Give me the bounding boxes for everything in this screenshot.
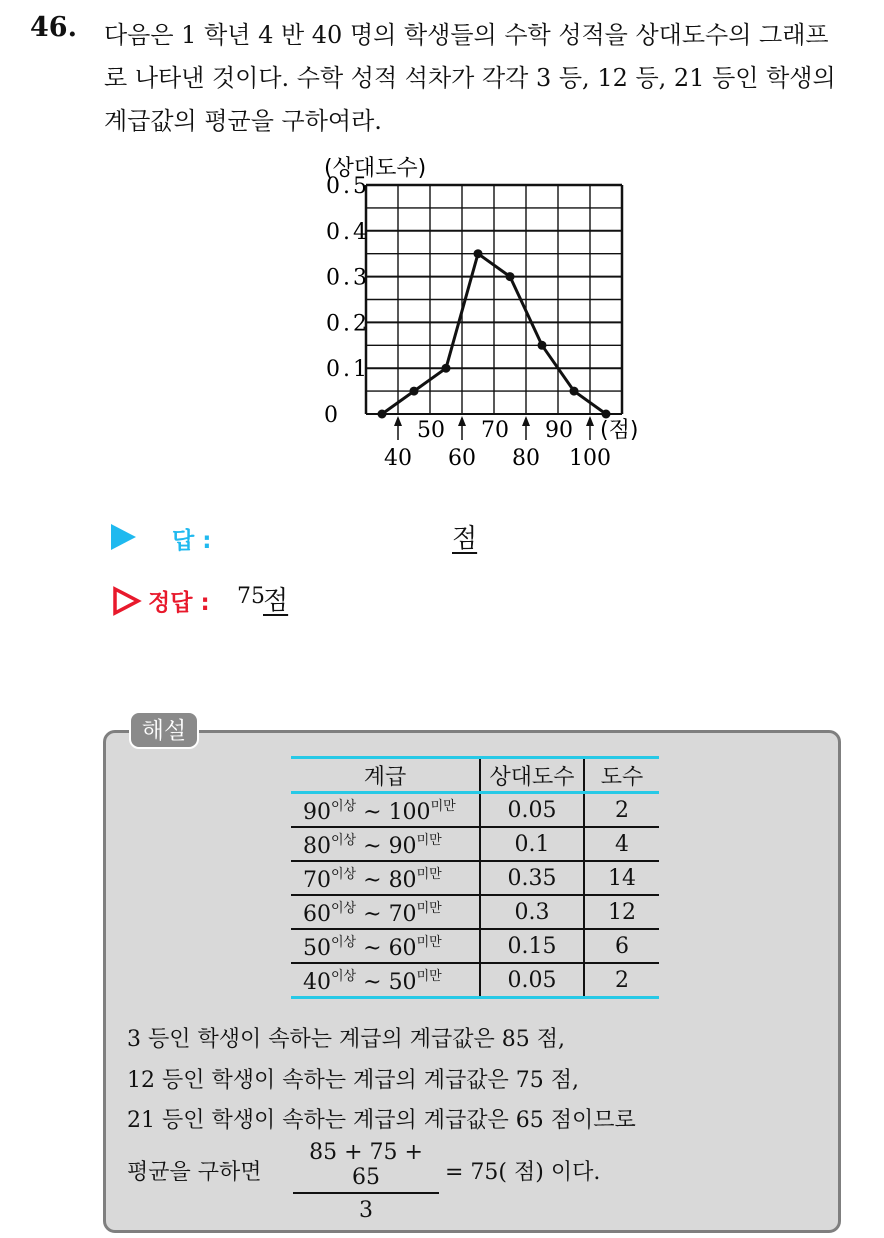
x-tick-arrowhead — [522, 416, 530, 426]
x-tick-label: 40 — [384, 446, 412, 471]
data-point — [410, 387, 419, 396]
header-frequency: 도수 — [584, 758, 659, 793]
class-sep: ~ — [363, 834, 382, 859]
y-tick-label: 0.1 — [326, 357, 370, 383]
class-lower-sup: 이상 — [331, 901, 357, 916]
answer-unit: 점 — [452, 524, 478, 554]
correct-answer-value: 75 — [237, 584, 265, 609]
class-lower: 40 — [303, 970, 331, 995]
explanation-tag: 해설 — [129, 711, 199, 749]
table-row — [291, 827, 659, 861]
class-upper-sup: 미만 — [416, 969, 442, 984]
relative-frequency-cell: 0.3 — [480, 895, 584, 929]
class-lower-sup: 이상 — [331, 833, 357, 848]
data-point — [442, 364, 451, 373]
data-point — [570, 387, 579, 396]
class-cell — [291, 895, 480, 929]
class-sep: ~ — [363, 800, 382, 825]
solution-line: 12 등인 학생이 속하는 계급의 계급값은 75 점, — [127, 1068, 579, 1093]
class-lower: 70 — [303, 868, 331, 893]
class-upper: 90 — [388, 834, 417, 859]
class-sep: ~ — [363, 970, 382, 995]
y-tick-label: 0.4 — [326, 219, 370, 245]
x-tick-arrowhead — [394, 416, 402, 426]
table-row — [291, 793, 659, 828]
x-axis-title: (점) — [600, 418, 639, 443]
header-class: 계급 — [291, 758, 480, 793]
y-tick-label: 0.2 — [326, 311, 370, 337]
frequency-table — [291, 756, 659, 999]
table-row — [291, 929, 659, 963]
y-tick-label: 0.5 — [326, 174, 370, 199]
correct-answer-label: 정답 : — [148, 590, 210, 616]
x-tick-arrowhead — [458, 416, 466, 426]
y-tick-label: 0 — [324, 403, 341, 428]
class-lower: 90 — [303, 800, 331, 825]
solution-final-prefix: 평균을 구하면 — [127, 1160, 262, 1185]
class-upper: 70 — [388, 902, 417, 927]
table-row — [291, 895, 659, 929]
relative-frequency-cell: 0.35 — [480, 861, 584, 895]
class-lower-sup: 이상 — [331, 799, 357, 814]
class-cell — [291, 827, 480, 861]
header-relative-frequency: 상대도수 — [480, 758, 584, 793]
data-point — [602, 410, 611, 419]
x-tick-label: 60 — [448, 446, 476, 471]
x-tick-label: 70 — [481, 418, 509, 443]
table-row — [291, 861, 659, 895]
class-upper: 100 — [388, 800, 431, 825]
table-row — [291, 963, 659, 998]
x-axis-labels — [384, 416, 638, 471]
class-upper-sup: 미만 — [416, 867, 442, 882]
class-upper-sup: 미만 — [416, 901, 442, 916]
class-lower-sup: 이상 — [331, 935, 357, 950]
frequency-cell: 12 — [584, 895, 659, 929]
question-text — [104, 14, 874, 143]
question-line: 다음은 1 학년 4 반 40 명의 학생들의 수학 성적을 상대도수의 그래프 — [104, 21, 829, 49]
class-cell — [291, 861, 480, 895]
chart-grid — [366, 185, 622, 414]
class-upper: 60 — [388, 936, 417, 961]
x-tick-label: 100 — [569, 446, 611, 471]
correct-arrow-icon — [112, 586, 142, 616]
class-sep: ~ — [363, 936, 382, 961]
relative-frequency-cell: 0.1 — [480, 827, 584, 861]
solution-line: 3 등인 학생이 속하는 계급의 계급값은 85 점, — [127, 1027, 565, 1052]
class-upper-sup: 미만 — [416, 935, 442, 950]
frequency-cell: 6 — [584, 929, 659, 963]
solution-line: 21 등인 학생이 속하는 계급의 계급값은 65 점이므로 — [127, 1108, 636, 1133]
x-tick-label: 90 — [545, 418, 573, 443]
class-lower: 60 — [303, 902, 331, 927]
class-lower-sup: 이상 — [331, 969, 357, 984]
class-upper-sup: 미만 — [416, 833, 442, 848]
data-point — [506, 272, 515, 281]
class-lower: 50 — [303, 936, 331, 961]
frequency-cell: 4 — [584, 827, 659, 861]
data-point — [538, 341, 547, 350]
correct-answer-unit: 점 — [263, 586, 289, 616]
relative-frequency-cell: 0.05 — [480, 963, 584, 998]
class-cell — [291, 793, 480, 828]
class-sep: ~ — [363, 868, 382, 893]
fraction-denominator: 3 — [359, 1198, 373, 1223]
question-line: 계급값의 평균을 구하여라. — [104, 107, 382, 135]
class-upper: 50 — [388, 970, 417, 995]
relative-frequency-cell: 0.05 — [480, 793, 584, 828]
x-tick-label: 80 — [512, 446, 540, 471]
class-sep: ~ — [363, 902, 382, 927]
relative-frequency-cell: 0.15 — [480, 929, 584, 963]
class-lower: 80 — [303, 834, 331, 859]
class-upper-sup: 미만 — [430, 799, 456, 814]
frequency-cell: 14 — [584, 861, 659, 895]
question-number: 46. — [30, 12, 77, 43]
relative-frequency-chart — [310, 150, 650, 475]
question-line: 로 나타낸 것이다. 수학 성적 석차가 각각 3 등, 12 등, 21 등인 학생의 — [104, 64, 836, 92]
data-point — [378, 410, 387, 419]
x-tick-label: 50 — [417, 418, 445, 443]
class-upper: 80 — [388, 868, 417, 893]
class-cell — [291, 929, 480, 963]
y-axis-labels — [324, 156, 426, 428]
class-lower-sup: 이상 — [331, 867, 357, 882]
solution-fraction — [293, 1140, 439, 1223]
answer-arrow-icon — [111, 524, 136, 550]
fraction-numerator: 85 + 75 + 65 — [293, 1140, 439, 1194]
class-cell — [291, 963, 480, 998]
answer-label: 답 : — [172, 528, 212, 554]
solution-final-suffix: = 75( 점) 이다. — [445, 1160, 601, 1185]
table-header-row — [291, 758, 659, 793]
y-tick-label: 0.3 — [326, 265, 370, 291]
frequency-cell: 2 — [584, 963, 659, 998]
y-axis-title: (상대도수) — [324, 156, 427, 181]
data-point — [474, 249, 483, 258]
x-tick-arrowhead — [586, 416, 594, 426]
frequency-cell: 2 — [584, 793, 659, 828]
